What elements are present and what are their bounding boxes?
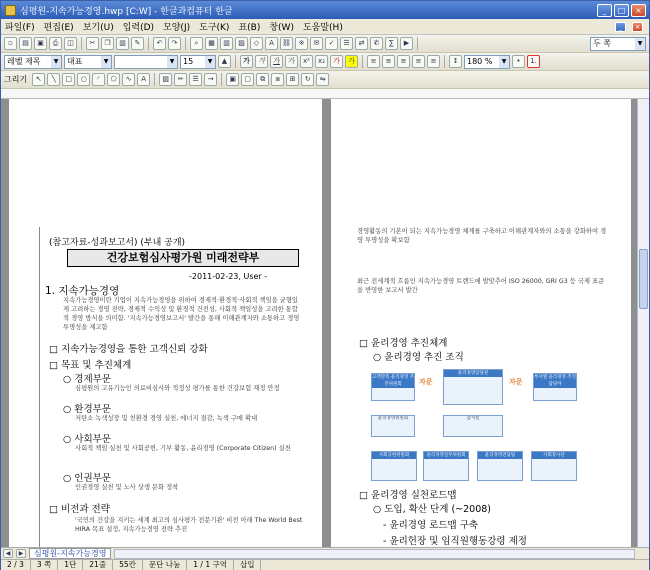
diag-officer: 윤리경영담당관 bbox=[443, 369, 503, 405]
p1-title: 건강보험심사평가원 미래전략부 bbox=[67, 249, 299, 267]
view-mode-combo[interactable]: 두 쪽 ▼ bbox=[590, 37, 646, 51]
diag-ethics-committee: 윤리경영위원회 bbox=[371, 415, 415, 437]
shape-icon[interactable]: ◇ bbox=[250, 37, 263, 50]
menu-edit[interactable]: 편집(E) bbox=[43, 23, 74, 33]
line-spacing-icon[interactable]: ↕ bbox=[449, 55, 462, 68]
menu-tools[interactable]: 도구(K) bbox=[199, 23, 230, 33]
textbox-icon[interactable]: A bbox=[265, 37, 278, 50]
status-sheet: 3 쪽 bbox=[31, 560, 58, 570]
textart-icon[interactable]: A bbox=[137, 73, 150, 86]
char-map-icon[interactable]: ※ bbox=[295, 37, 308, 50]
p1-item-human-rights: ○ 인권부문 bbox=[63, 473, 112, 484]
paste-icon[interactable]: ▥ bbox=[116, 37, 129, 50]
diag-committee: 고객만족·윤리경영 추진위원회 bbox=[371, 373, 415, 401]
minimize-button[interactable]: _ bbox=[597, 4, 612, 17]
diag-audit: 감사실 bbox=[443, 415, 503, 437]
p1-bullet-1: □ 지속가능경영을 통한 고객신뢰 강화 bbox=[49, 344, 208, 355]
drawing-toolbar-label: 그리기 bbox=[4, 75, 28, 84]
p1-bullet-3: □ 비전과 전략 bbox=[49, 504, 110, 515]
align-left-icon[interactable]: ≡ bbox=[382, 55, 395, 68]
p1-item-social-text: 사회적 책임 실천 및 사회공헌, 기부 활동, 윤리경영 (Corporate Citizen) 실천 bbox=[75, 445, 291, 452]
undo-icon[interactable]: ↶ bbox=[153, 37, 166, 50]
format-toolbar bbox=[1, 53, 649, 71]
bold-icon[interactable]: 가 bbox=[240, 55, 253, 68]
fill-color-icon[interactable]: ▧ bbox=[159, 73, 172, 86]
font-combo[interactable]: ▼ bbox=[114, 55, 178, 69]
status-line: 21줄 bbox=[83, 560, 113, 570]
p1-item-economy-text: 심평원의 고유기능인 의료비심사와 적정성 평가를 통한 건강보험 재정 안정 bbox=[75, 385, 280, 392]
format-painter-icon[interactable]: ✎ bbox=[131, 37, 144, 50]
line-style-icon[interactable]: ☰ bbox=[189, 73, 202, 86]
document-tab-bar bbox=[1, 547, 649, 559]
document-tab[interactable]: 심평원-지속가능경영 bbox=[29, 548, 111, 559]
p1-item-economy: ○ 경제부문 bbox=[63, 374, 112, 385]
dictionary-icon[interactable]: ☰ bbox=[340, 37, 353, 50]
diag-working-committee: 윤리경영실무위원회 bbox=[423, 451, 469, 481]
translate-icon[interactable]: ⇄ bbox=[355, 37, 368, 50]
arc-icon[interactable]: ◜ bbox=[92, 73, 105, 86]
diag-volunteer-group: 사회봉사단 bbox=[531, 451, 577, 481]
status-break: 문단 나눔 bbox=[143, 560, 187, 570]
zoom-combo[interactable]: 180 % ▼ bbox=[464, 55, 510, 69]
menu-insert[interactable]: 입력(D) bbox=[122, 23, 155, 33]
vertical-scroll-thumb[interactable] bbox=[639, 249, 648, 309]
underline-icon[interactable]: 가 bbox=[270, 55, 283, 68]
maximize-button[interactable]: □ bbox=[614, 4, 629, 17]
preview-icon[interactable]: ◫ bbox=[64, 37, 77, 50]
save-icon[interactable]: ▣ bbox=[34, 37, 47, 50]
equation-icon[interactable]: ∑ bbox=[385, 37, 398, 50]
chart-icon[interactable]: ▥ bbox=[220, 37, 233, 50]
ruler bbox=[1, 89, 649, 99]
hyperlink-icon[interactable]: ⛓ bbox=[280, 37, 293, 50]
p2-item-org: ○ 윤리경영 추진 조직 bbox=[373, 352, 464, 363]
p1-item-environment: ○ 환경부문 bbox=[63, 404, 112, 415]
p1-item-human-rights-text: 인권경영 실천 및 노사 상생 문화 정착 bbox=[75, 484, 179, 491]
superscript-icon[interactable]: x² bbox=[300, 55, 313, 68]
horizontal-scrollbar[interactable] bbox=[114, 549, 635, 559]
p1-para-3: '국민의 건강을 지키는 세계 최고의 심사평가 전문기관' 비전 아래 The World Best HIRA 목표 설정, 지속가능경영 전략 추진 bbox=[75, 517, 303, 533]
align-objects-icon[interactable]: ⊞ bbox=[286, 73, 299, 86]
bring-front-icon[interactable]: ⧉ bbox=[256, 73, 269, 86]
document-area[interactable] bbox=[1, 99, 637, 547]
size-up-icon[interactable]: ▲ bbox=[218, 55, 231, 68]
flip-icon[interactable]: ⇋ bbox=[316, 73, 329, 86]
p1-item-social: ○ 사회부문 bbox=[63, 434, 112, 445]
font-lang-combo[interactable]: 대표 ▼ bbox=[64, 55, 112, 69]
font-color-icon[interactable]: 가 bbox=[330, 55, 343, 68]
diag-dept-leads: 부서별 윤리경영 추진 담당자 bbox=[533, 373, 577, 401]
open-icon[interactable]: ▤ bbox=[19, 37, 32, 50]
subscript-icon[interactable]: x₂ bbox=[315, 55, 328, 68]
diag-ethics-team: 윤리경영전담팀 bbox=[477, 451, 523, 481]
numbering-icon[interactable]: 1. bbox=[527, 55, 540, 68]
status-char: 55칸 bbox=[113, 560, 143, 570]
doc-minimize-button[interactable]: _ bbox=[615, 22, 626, 32]
title-bar bbox=[1, 1, 649, 19]
menu-file[interactable]: 파일(F) bbox=[5, 23, 35, 33]
diag-arrow-left: 자문 bbox=[419, 378, 433, 386]
line-color-icon[interactable]: ✏ bbox=[174, 73, 187, 86]
p1-header: (참고자료-성과보고서) (부내 공개) bbox=[49, 238, 186, 248]
doc-close-button[interactable]: × bbox=[632, 22, 643, 32]
italic-icon[interactable]: 가 bbox=[255, 55, 268, 68]
rotate-icon[interactable]: ↻ bbox=[301, 73, 314, 86]
memo-icon[interactable]: ✉ bbox=[310, 37, 323, 50]
p1-section-1: 1. 지속가능경영 bbox=[45, 285, 120, 297]
picture-icon[interactable]: ▨ bbox=[235, 37, 248, 50]
p2-stage1-item-2: - 윤리헌장 및 임직원행동강령 제정 bbox=[383, 536, 527, 547]
p2-bullet-1: □ 윤리경영 추진체계 bbox=[359, 338, 448, 349]
menu-bar bbox=[1, 19, 649, 35]
status-bar bbox=[1, 559, 649, 570]
spell-icon[interactable]: ✓ bbox=[325, 37, 338, 50]
redo-icon[interactable]: ↷ bbox=[168, 37, 181, 50]
p1-bullet-2: □ 목표 및 추진체계 bbox=[49, 360, 132, 371]
align-right-icon[interactable]: ≡ bbox=[412, 55, 425, 68]
hwp-app-icon bbox=[5, 5, 16, 16]
menu-format[interactable]: 모양(J) bbox=[163, 23, 191, 33]
status-page: 2 / 3 bbox=[1, 560, 31, 570]
page-right bbox=[331, 99, 631, 547]
menu-table[interactable]: 표(B) bbox=[238, 23, 261, 33]
tab-next-icon[interactable]: ▶ bbox=[16, 549, 26, 558]
send-back-icon[interactable]: ⧈ bbox=[271, 73, 284, 86]
bullet-icon[interactable]: • bbox=[512, 55, 525, 68]
polygon-icon[interactable]: ⬠ bbox=[107, 73, 120, 86]
p1-date: -2011-02-23, User - bbox=[189, 272, 268, 281]
macro-icon[interactable]: ▶ bbox=[400, 37, 413, 50]
strike-icon[interactable]: 가 bbox=[285, 55, 298, 68]
table-icon[interactable]: ▦ bbox=[205, 37, 218, 50]
p2-para-2: 최근 전세계적 흐름인 지속가능경영 트렌드에 발맞추어 ISO 26000, GRI G3 등 국제 표준을 반영한 보고서 발간 bbox=[357, 278, 605, 294]
menu-help[interactable]: 도움말(H) bbox=[302, 23, 343, 33]
arrow-style-icon[interactable]: → bbox=[204, 73, 217, 86]
menu-view[interactable]: 보기(U) bbox=[82, 23, 114, 33]
mail-merge-icon[interactable]: ✆ bbox=[370, 37, 383, 50]
font-size-combo[interactable]: 15 ▼ bbox=[180, 55, 216, 69]
highlight-icon[interactable]: 가 bbox=[345, 55, 358, 68]
cut-icon[interactable]: ✂ bbox=[86, 37, 99, 50]
new-doc-icon[interactable]: ▫ bbox=[4, 37, 17, 50]
page-left bbox=[9, 99, 322, 547]
ungroup-icon[interactable]: ▢ bbox=[241, 73, 254, 86]
align-center-icon[interactable]: ≡ bbox=[397, 55, 410, 68]
standard-toolbar bbox=[1, 35, 649, 53]
close-button[interactable]: × bbox=[631, 4, 646, 17]
select-icon[interactable]: ↖ bbox=[32, 73, 45, 86]
align-justify-icon[interactable]: ≡ bbox=[367, 55, 380, 68]
p2-para-1: 경영활동의 기본이 되는 지속가능경영 체계를 구축하고 이해관계자와의 소통을 강화하여 경영 투명성을 확보함 bbox=[357, 228, 607, 244]
copy-icon[interactable]: ❐ bbox=[101, 37, 114, 50]
ethics-org-diagram bbox=[369, 367, 579, 487]
style-combo[interactable]: 레벨 제목 ▼ bbox=[4, 55, 62, 69]
ellipse-icon[interactable]: ○ bbox=[77, 73, 90, 86]
status-column: 1단 bbox=[58, 560, 83, 570]
diag-arrow-right: 자문 bbox=[509, 378, 523, 386]
window-title: 심평원-지속가능경영.hwp [C:W] - 한글과컴퓨터 한글 bbox=[20, 6, 233, 17]
print-icon[interactable]: ⎙ bbox=[49, 37, 62, 50]
diag-social-committee: 사회공헌위원회 bbox=[371, 451, 417, 481]
drawing-toolbar bbox=[1, 71, 649, 89]
distribute-icon[interactable]: ≡ bbox=[427, 55, 440, 68]
curve-icon[interactable]: ∿ bbox=[122, 73, 135, 86]
find-icon[interactable]: ⌕ bbox=[190, 37, 203, 50]
p2-item-stage-1: ○ 도입, 확산 단계 (~2008) bbox=[373, 504, 491, 515]
tab-prev-icon[interactable]: ◀ bbox=[3, 549, 13, 558]
rect-icon[interactable]: □ bbox=[62, 73, 75, 86]
menu-window[interactable]: 창(W) bbox=[269, 23, 294, 33]
p1-para-1: 지속가능경영이란 기업이 지속가능경영을 위하여 경제적·환경적·사회적 책임을 균형있게 고려하는 경영 전략, 경제적 수익성 및 환경적 건전성, 사회적 책임성을 고려한 통합적 경영 방식을 의미함. '지속가능경영보고서' 발간을 통해 이해관계자와 소통하고 경영 투명성을 제고함 bbox=[63, 297, 300, 331]
vertical-scrollbar[interactable] bbox=[637, 99, 649, 547]
group-icon[interactable]: ▣ bbox=[226, 73, 239, 86]
status-mode: 삽입 bbox=[234, 560, 262, 570]
p2-bullet-2: □ 윤리경영 실천로드맵 bbox=[359, 490, 457, 501]
line-icon[interactable]: ╲ bbox=[47, 73, 60, 86]
p1-item-environment-text: 저탄소 녹색성장 및 친환경 경영 실천, 에너지 절감, 녹색 구매 확대 bbox=[75, 415, 258, 422]
p2-stage1-item-1: - 윤리경영 로드맵 구축 bbox=[383, 520, 479, 531]
status-section: 1 / 1 구역 bbox=[187, 560, 234, 570]
